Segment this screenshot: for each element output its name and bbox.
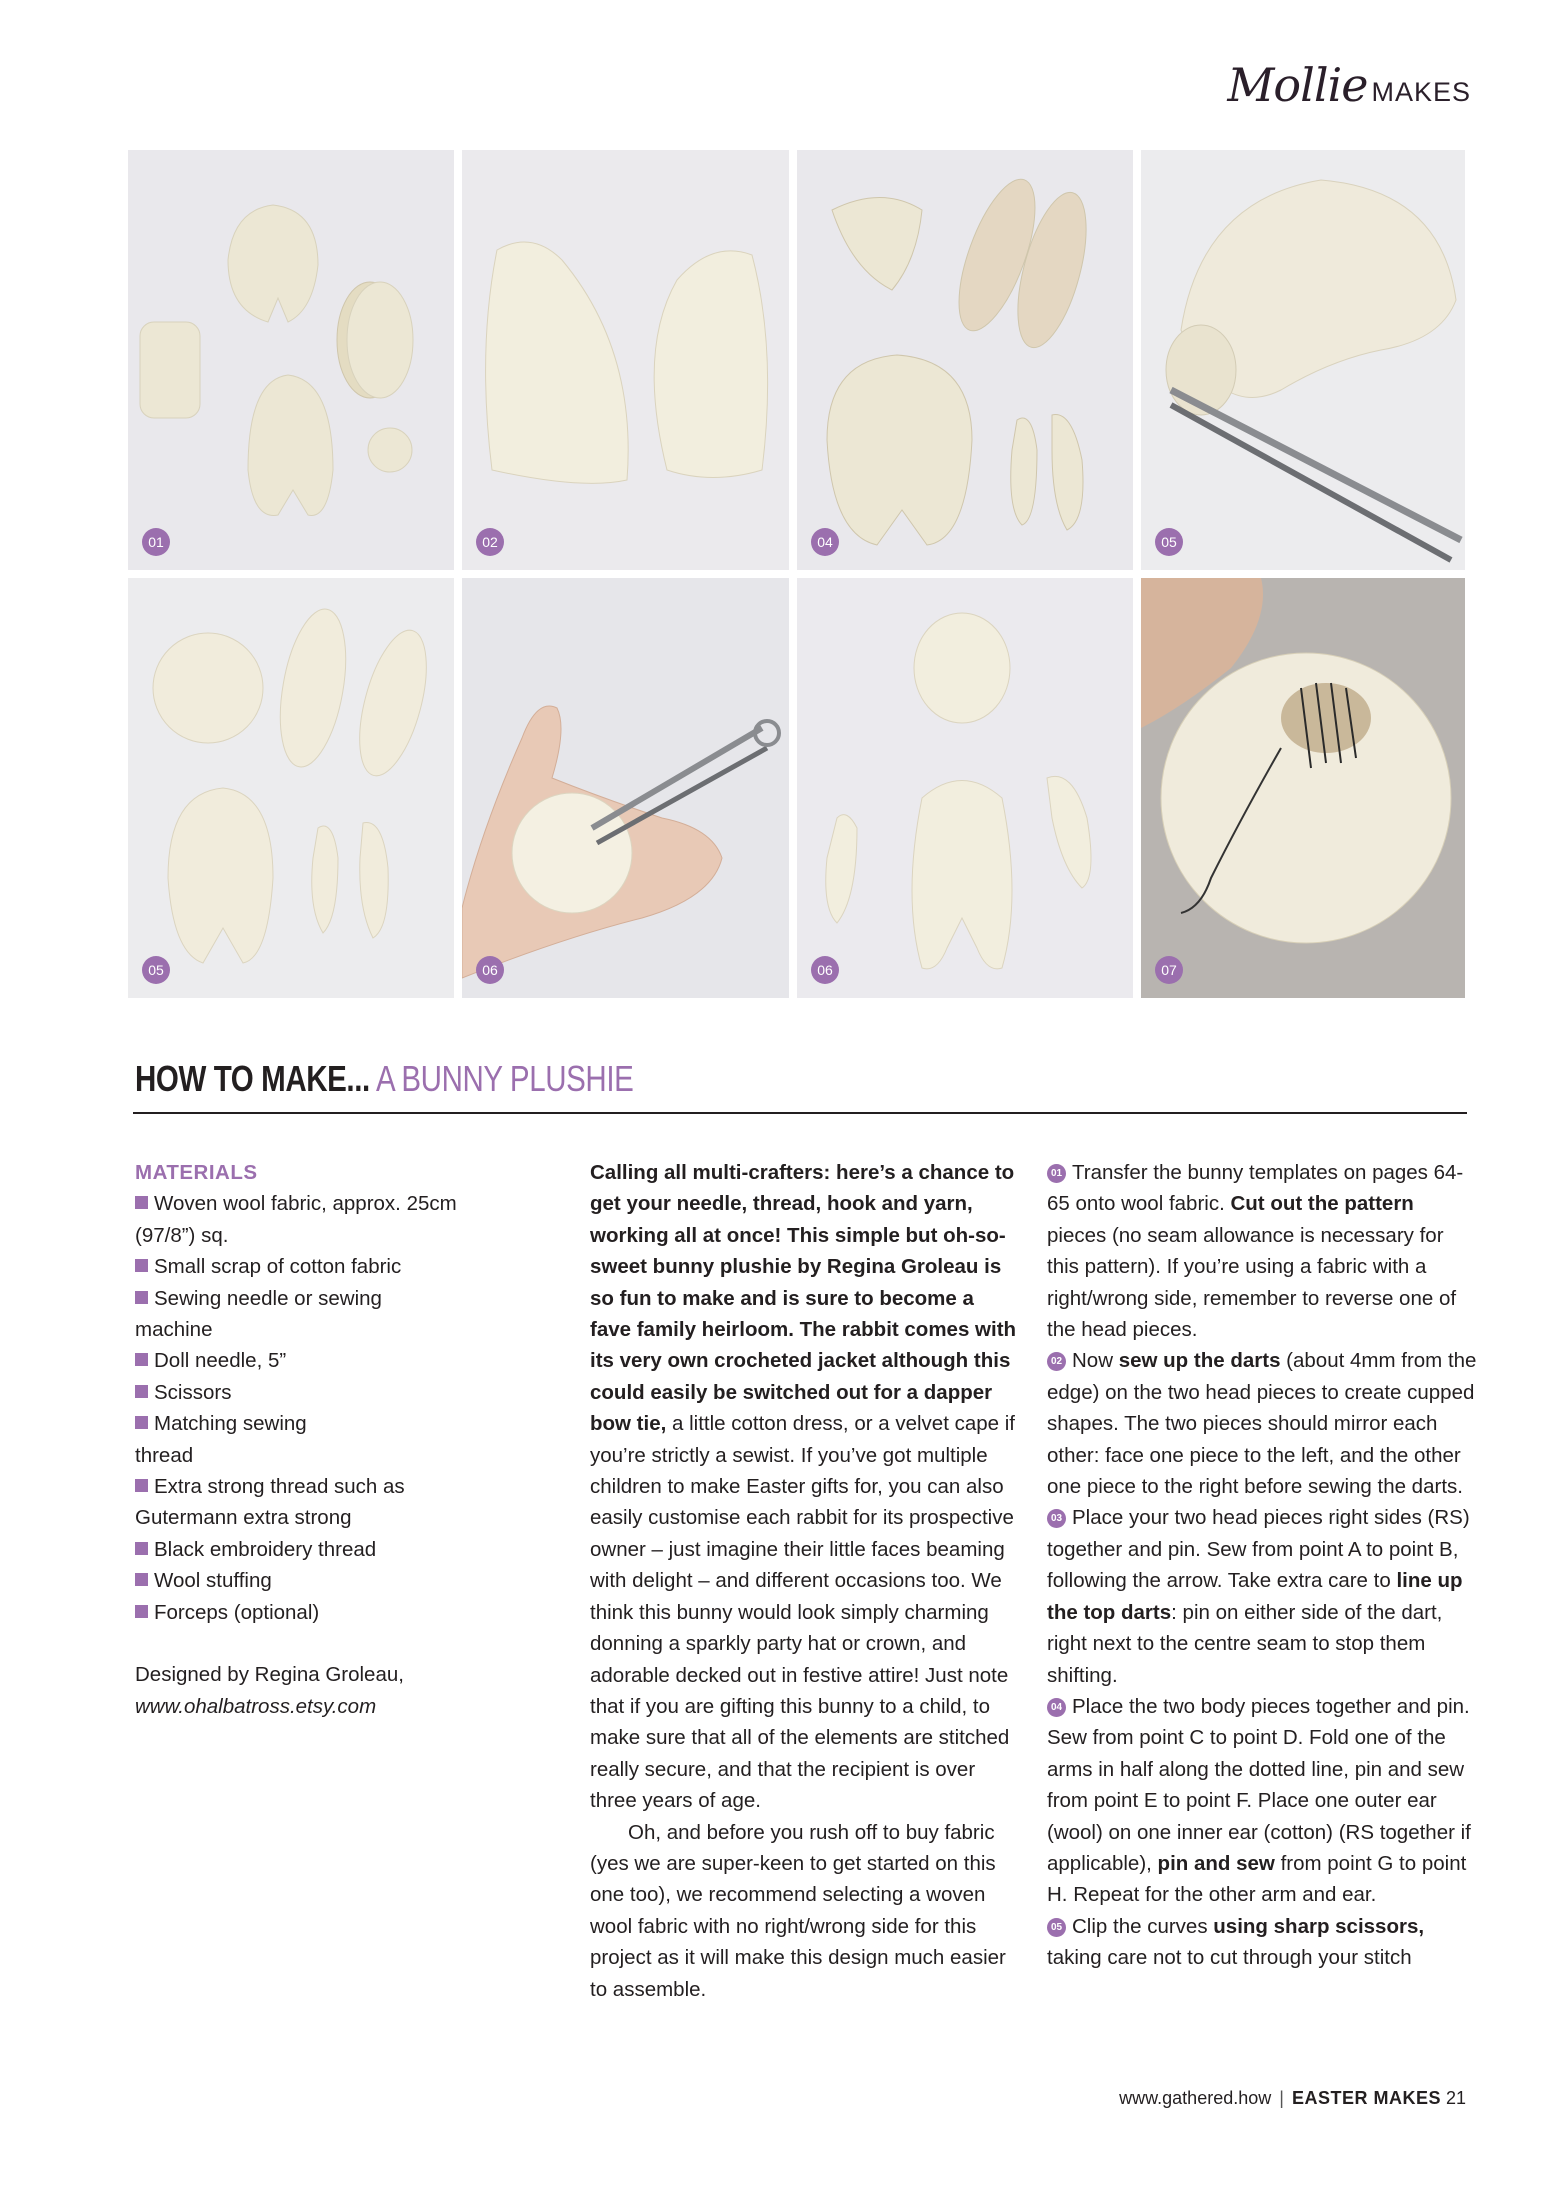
materials-item: Matching sewing thread	[135, 1412, 307, 1467]
step-photo-01	[128, 150, 454, 570]
materials-item: Scissors	[135, 1377, 465, 1408]
step-badge: 06	[811, 956, 839, 984]
bullet-square-icon	[135, 1573, 148, 1586]
materials-title: MATERIALS	[135, 1161, 258, 1184]
step-photo-06a	[462, 578, 789, 998]
closing-stitch-illustration	[1141, 578, 1465, 998]
step-photo-06b	[797, 578, 1133, 998]
bullet-square-icon	[135, 1542, 148, 1555]
page-footer	[1119, 2088, 1466, 2109]
step-badge: 04	[811, 528, 839, 556]
bullet-square-icon	[135, 1416, 148, 1429]
intro-lead: Calling all multi-crafters: here’s a chance to get your needle, thread, hook and yarn, working all at once! This simple but oh-so-sweet bunny plushie by Regina Groleau is so fun to make and is sure to become a fave family heirloom. The rabbit comes with its very own crocheted jacket although this could easily be switched out for a dapper bow tie,	[590, 1161, 1017, 1436]
step-01: 01 Transfer the bunny templates on pages 64-65 onto wool fabric. Cut out the pattern pieces (no seam allowance is necessary for this pattern). If you’re using a fabric with a right/wrong side, remember to reverse one of the head pieces.	[1047, 1161, 1464, 1342]
step-badge: 06	[476, 956, 504, 984]
page-heading	[135, 1058, 633, 1100]
materials-column	[135, 1157, 465, 1722]
step-03: 03 Place your two head pieces right sides (RS) together and pin. Sew from point A to point B, following the arrow. Take extra care to line up the top darts: pin on either side of the dart, right next to the centre seam to stop them shifting.	[1047, 1506, 1470, 1687]
intro-paragraph-2: Oh, and before you rush off to buy fabric (yes we are super-keen to get started on this one too), we recommend selecting a woven wool fabric with no right/wrong side for this project as it will make this design much easier to assemble.	[590, 1820, 1006, 2001]
steps-column	[1047, 1157, 1477, 1974]
heading-main: HOW TO MAKE...	[135, 1058, 370, 1099]
step-badge: 01	[142, 528, 170, 556]
step-badge: 05	[1155, 528, 1183, 556]
bullet-square-icon	[135, 1291, 148, 1304]
bullet-square-icon	[135, 1385, 148, 1398]
step-photo-02	[462, 150, 789, 570]
stuffing-head-illustration	[462, 578, 789, 998]
step-photo-05b	[128, 578, 454, 998]
materials-item: Extra strong thread such as Gutermann extra strong	[135, 1475, 405, 1530]
materials-item: Woven wool fabric, approx. 25cm (97/8”) sq.	[135, 1192, 457, 1247]
footer-section: EASTER MAKES	[1291, 2088, 1441, 2108]
clipping-head-illustration	[1141, 150, 1465, 570]
bullet-square-icon	[135, 1196, 148, 1209]
step-photo-05a	[1141, 150, 1465, 570]
designer-link[interactable]: www.ohalbatross.etsy.com	[135, 1694, 377, 1718]
turned-pieces-illustration	[128, 578, 454, 998]
intro-paragraph	[590, 1157, 1020, 1817]
step-number-badge: 02	[1047, 1352, 1066, 1371]
bullet-square-icon	[135, 1353, 148, 1366]
materials-item: Wool stuffing	[135, 1565, 465, 1596]
credit-text: Designed by Regina Groleau,	[135, 1663, 404, 1687]
footer-divider: |	[1279, 2088, 1284, 2108]
heading-sub: A BUNNY PLUSHIE	[369, 1058, 634, 1099]
ears-and-body-illustration	[797, 150, 1133, 570]
step-badge: 05	[142, 956, 170, 984]
step-number-badge: 05	[1047, 1918, 1066, 1937]
step-photo-04	[797, 150, 1133, 570]
fabric-pieces-illustration	[128, 150, 454, 570]
step-number-badge: 03	[1047, 1509, 1066, 1528]
masthead-logo	[1227, 58, 1471, 112]
step-badge: 02	[476, 528, 504, 556]
intro-column	[590, 1157, 1020, 2005]
intro-body: a little cotton dress, or a velvet cape if you’re strictly a sewist. If you’ve got multiple children to make Easter gifts for, you can also easily customise each rabbit for its prospective owner – just imagine their little faces beaming with delight – and different occasions too. We think this bunny would look simply charming donning a sparkly party hat or crown, and adorable decked out in festive attire! Just note that if you are gifting this bunny to a child, to make sure that all of the elements are stitched really secure, and that the recipient is over three years of age.	[590, 1412, 1015, 1813]
footer-url[interactable]: www.gathered.how	[1119, 2088, 1272, 2108]
bullet-square-icon	[135, 1479, 148, 1492]
step-number-badge: 01	[1047, 1164, 1066, 1183]
designer-credit	[135, 1659, 465, 1722]
step-photo-07	[1141, 578, 1465, 998]
materials-item: Small scrap of cotton fabric	[135, 1251, 465, 1282]
logo-word: MAKES	[1371, 77, 1471, 107]
bullet-square-icon	[135, 1605, 148, 1618]
heading-rule	[133, 1112, 1467, 1114]
step-02: 02 Now sew up the darts (about 4mm from the edge) on the two head pieces to create cupped shapes. The two pieces should mirror each other: face one piece to the left, and the other one piece to the right before sewing the darts.	[1047, 1349, 1477, 1499]
stuffed-body-illustration	[797, 578, 1133, 998]
logo-script: Mollie	[1227, 58, 1368, 112]
materials-item: Sewing needle or sewing machine	[135, 1286, 382, 1342]
materials-item: Forceps (optional)	[135, 1597, 465, 1628]
sewn-head-pieces-illustration	[462, 150, 789, 570]
materials-item: Doll needle, 5”	[135, 1345, 465, 1376]
bullet-square-icon	[135, 1259, 148, 1272]
step-badge: 07	[1155, 956, 1183, 984]
step-number-badge: 04	[1047, 1698, 1066, 1717]
materials-item: Black embroidery thread	[135, 1534, 465, 1565]
step-05: 05 Clip the curves using sharp scissors, taking care not to cut through your stitch	[1047, 1914, 1425, 1970]
step-04: 04 Place the two body pieces together and pin. Sew from point C to point D. Fold one of the arms in half along the dotted line, pin and sew from point E to point F. Place one outer ear (wool) on one inner ear (cotton) (RS together if applicable), pin and sew from point G to point H. Repeat for the other arm and ear.	[1047, 1694, 1471, 1907]
page-number: 21	[1445, 2088, 1466, 2108]
